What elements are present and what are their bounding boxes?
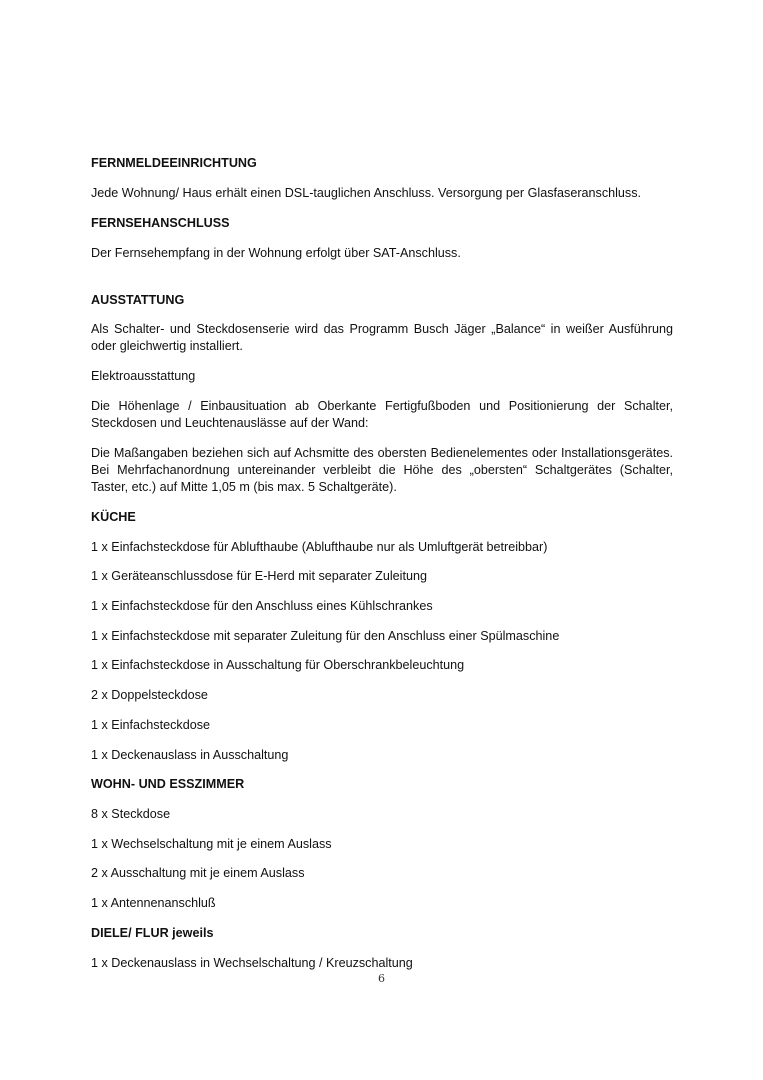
heading-diele-flur: DIELE/ FLUR jeweils [91, 926, 214, 940]
heading-wohn-esszimmer: WOHN- UND ESSZIMMER [91, 777, 245, 791]
heading-ausstattung: AUSSTATTUNG [91, 293, 185, 307]
list-item: 8 x Steckdose [91, 807, 171, 821]
heading-fernmeldeeinrichtung: FERNMELDEEINRICHTUNG [91, 156, 257, 170]
list-item: 1 x Wechselschaltung mit je einem Auslass [91, 837, 332, 851]
list-item: 2 x Doppelsteckdose [91, 688, 208, 702]
list-item: 1 x Einfachsteckdose in Ausschaltung für Oberschrankbeleuchtung [91, 658, 465, 672]
heading-kueche: KÜCHE [91, 510, 136, 524]
paragraph-hoehenlage: Die Höhenlage / Einbausituation ab Oberkante Fertigfußboden und Positionierung der Schalter, Steckdosen und Leuchtenauslässe auf der Wand: [91, 399, 673, 430]
paragraph-schalterserie: Als Schalter- und Steckdosenserie wird das Programm Busch Jäger „Balance“ in weißer Ausführung oder gleichwertig installiert. [91, 322, 673, 353]
heading-fernsehanschluss: FERNSEHANSCHLUSS [91, 216, 230, 230]
list-item: 1 x Antennenanschluß [91, 896, 216, 910]
paragraph-fernseh: Der Fernsehempfang in der Wohnung erfolgt über SAT-Anschluss. [91, 246, 461, 260]
list-item: 1 x Deckenauslass in Ausschaltung [91, 748, 289, 762]
list-item: 2 x Ausschaltung mit je einem Auslass [91, 866, 305, 880]
list-item: 1 x Einfachsteckdose mit separater Zuleitung für den Anschluss einer Spülmaschine [91, 629, 560, 643]
list-item: 1 x Einfachsteckdose für Ablufthaube (Ablufthaube nur als Umluftgerät betreibbar) [91, 540, 548, 554]
paragraph-massangaben: Die Maßangaben beziehen sich auf Achsmitte des obersten Bedienelementes oder Installationsgerätes. Bei Mehrfachanordnung untereinander verbleibt die Höhe des „obersten“ Schaltgerätes (Schalter, Taster, etc.) auf Mitte 1,05 m (bis max. 5 Schaltgeräte). [91, 446, 673, 494]
paragraph-fernmelde: Jede Wohnung/ Haus erhält einen DSL-tauglichen Anschluss. Versorgung per Glasfaseranschluss. [91, 186, 642, 200]
list-item: 1 x Einfachsteckdose für den Anschluss eines Kühlschrankes [91, 599, 433, 613]
page-number: 6 [378, 972, 385, 985]
list-item: 1 x Geräteanschlussdose für E-Herd mit separater Zuleitung [91, 569, 427, 583]
paragraph-elektroausstattung: Elektroausstattung [91, 369, 196, 383]
list-item: 1 x Einfachsteckdose [91, 718, 211, 732]
list-item: 1 x Deckenauslass in Wechselschaltung / Kreuzschaltung [91, 956, 413, 970]
